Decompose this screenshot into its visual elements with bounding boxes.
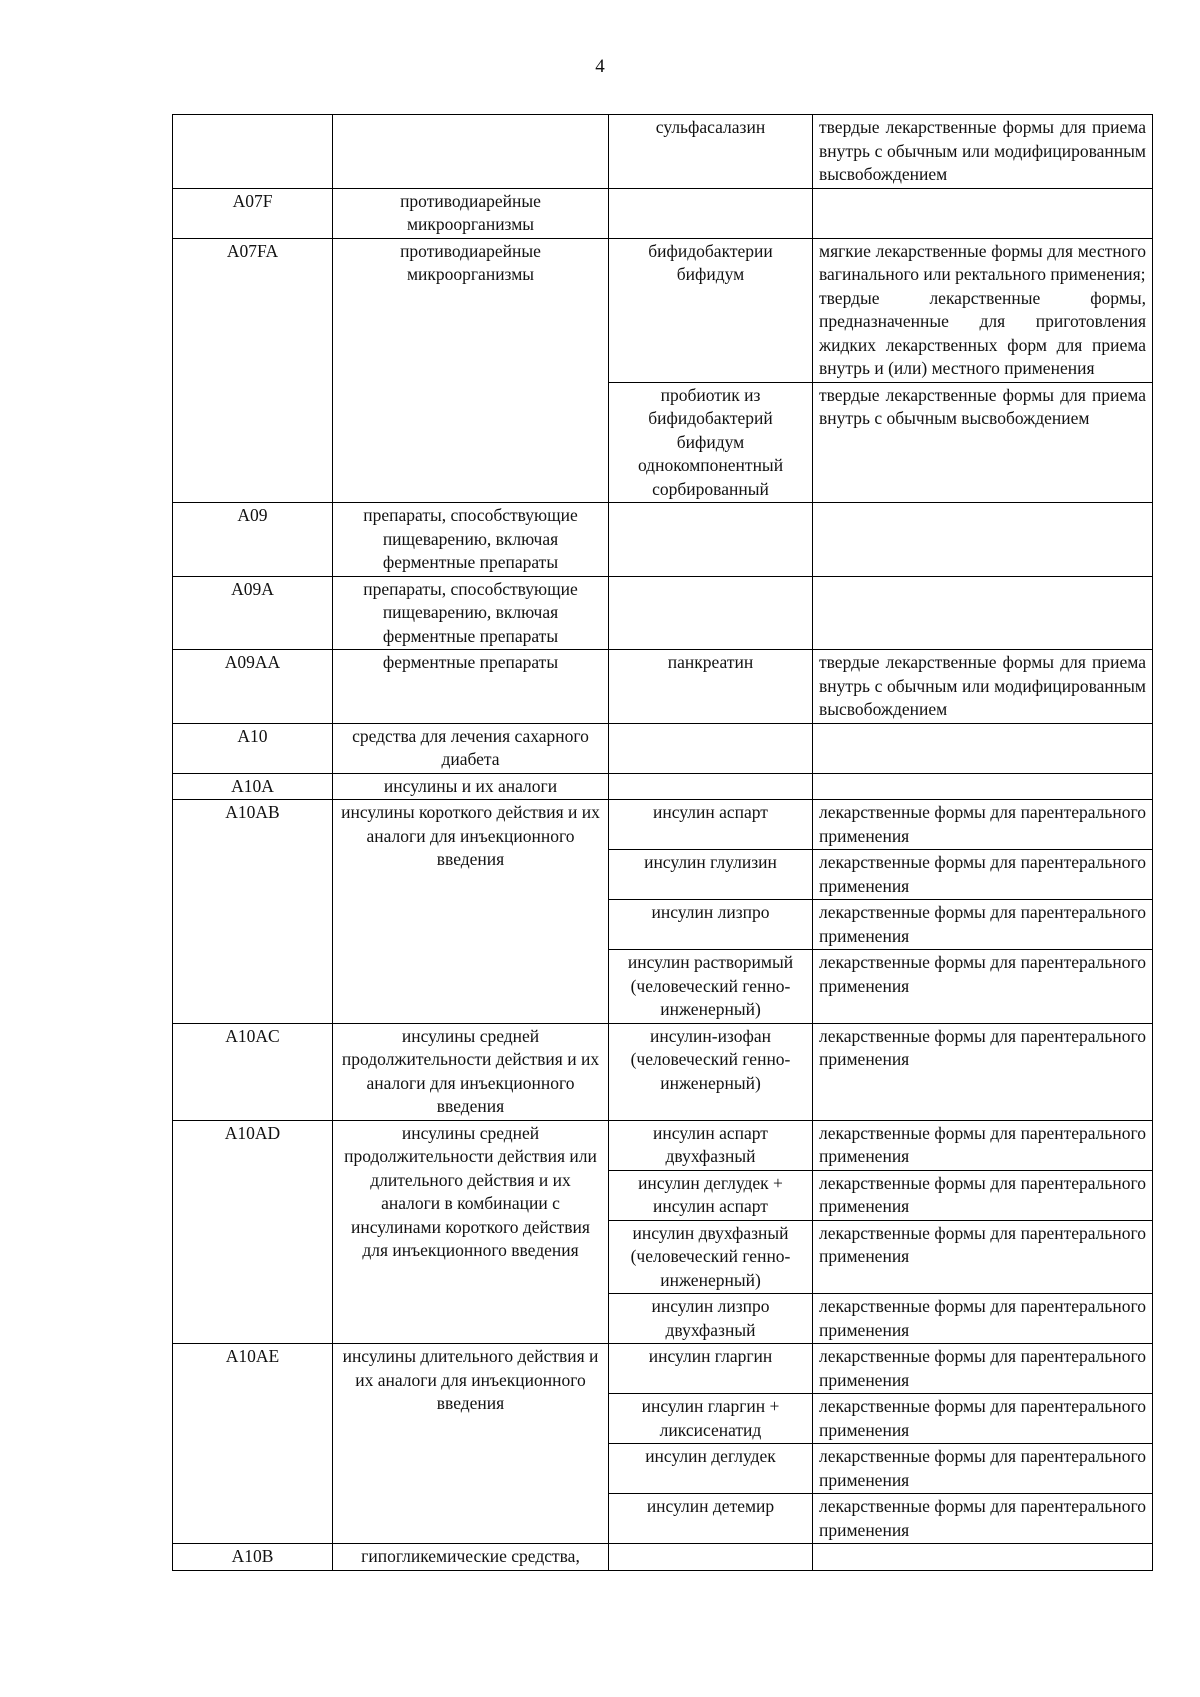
dosage-form-cell: мягкие лекарственные формы для местного вагинального или ректального применения; твердые лекарственные формы, предназначенные для приготовления жидких лекарственных форм для приема внутрь и (или) местного применения	[813, 238, 1153, 382]
dosage-form-cell: лекарственные формы для парентерального применения	[813, 900, 1153, 950]
atc-code-cell: A10AE	[173, 1344, 333, 1544]
drug-name-cell: инсулин деглудек + инсулин аспарт	[609, 1170, 813, 1220]
page-number: 4	[595, 56, 605, 77]
anatomical-therapeutic-group-cell: гипогликемические средства,	[333, 1544, 609, 1571]
anatomical-therapeutic-group-cell: инсулины и их аналоги	[333, 773, 609, 800]
atc-code-cell: A10	[173, 723, 333, 773]
dosage-form-cell: лекарственные формы для парентерального применения	[813, 1294, 1153, 1344]
dosage-form-cell: лекарственные формы для парентерального применения	[813, 1494, 1153, 1544]
atc-code-cell	[173, 115, 333, 189]
atc-code-cell: A10AB	[173, 800, 333, 1024]
table-row	[173, 115, 1153, 189]
atc-code-cell: A10B	[173, 1544, 333, 1571]
dosage-form-cell	[813, 503, 1153, 577]
atc-code-cell: A07FA	[173, 238, 333, 503]
table-row	[173, 773, 1153, 800]
dosage-form-cell	[813, 188, 1153, 238]
dosage-form-cell: лекарственные формы для парентерального применения	[813, 850, 1153, 900]
drug-name-cell: инсулин деглудек	[609, 1444, 813, 1494]
dosage-form-cell: лекарственные формы для парентерального применения	[813, 1170, 1153, 1220]
dosage-form-cell: твердые лекарственные формы для приема внутрь с обычным или модифицированным высвобождением	[813, 650, 1153, 724]
anatomical-therapeutic-group-cell: инсулины короткого действия и их аналоги для инъекционного введения	[333, 800, 609, 1024]
drug-name-cell: инсулин детемир	[609, 1494, 813, 1544]
dosage-form-cell: лекарственные формы для парентерального применения	[813, 1023, 1153, 1120]
drug-name-cell	[609, 1544, 813, 1571]
anatomical-therapeutic-group-cell: инсулины средней продолжительности действия или длительного действия и их аналоги в комбинации с инсулинами короткого действия для инъекционного введения	[333, 1120, 609, 1344]
table-row	[173, 1544, 1153, 1571]
drug-name-cell: инсулин гларгин + ликсисенатид	[609, 1394, 813, 1444]
drug-name-cell: инсулин лизпро	[609, 900, 813, 950]
table-row	[173, 238, 1153, 382]
drug-name-cell: панкреатин	[609, 650, 813, 724]
drug-name-cell: бифидобактерии бифидум	[609, 238, 813, 382]
drug-name-cell: инсулин растворимый (человеческий генно-инженерный)	[609, 950, 813, 1024]
drug-name-cell: инсулин глулизин	[609, 850, 813, 900]
dosage-form-cell: лекарственные формы для парентерального применения	[813, 1444, 1153, 1494]
dosage-form-cell: твердые лекарственные формы для приема внутрь с обычным или модифицированным высвобождением	[813, 115, 1153, 189]
table-row	[173, 650, 1153, 724]
drug-name-cell: пробиотик из бифидобактерий бифидум однокомпонентный сорбированный	[609, 382, 813, 503]
atc-code-cell: A07F	[173, 188, 333, 238]
anatomical-therapeutic-group-cell: ферментные препараты	[333, 650, 609, 724]
drug-table-body	[173, 115, 1153, 1571]
table-row	[173, 503, 1153, 577]
drug-name-cell: инсулин лизпро двухфазный	[609, 1294, 813, 1344]
drug-name-cell	[609, 723, 813, 773]
dosage-form-cell: лекарственные формы для парентерального применения	[813, 1220, 1153, 1294]
anatomical-therapeutic-group-cell: инсулины средней продолжительности действия и их аналоги для инъекционного введения	[333, 1023, 609, 1120]
table-row	[173, 576, 1153, 650]
dosage-form-cell	[813, 773, 1153, 800]
anatomical-therapeutic-group-cell: препараты, способствующие пищеварению, включая ферментные препараты	[333, 576, 609, 650]
dosage-form-cell: лекарственные формы для парентерального применения	[813, 1120, 1153, 1170]
anatomical-therapeutic-group-cell	[333, 115, 609, 189]
table-row	[173, 188, 1153, 238]
dosage-form-cell: лекарственные формы для парентерального применения	[813, 1344, 1153, 1394]
dosage-form-cell: лекарственные формы для парентерального применения	[813, 800, 1153, 850]
dosage-form-cell	[813, 576, 1153, 650]
table-row	[173, 723, 1153, 773]
dosage-form-cell	[813, 723, 1153, 773]
dosage-form-cell	[813, 1544, 1153, 1571]
table-row	[173, 800, 1153, 850]
drug-name-cell	[609, 773, 813, 800]
drug-table	[172, 114, 1153, 1571]
drug-name-cell: инсулин гларгин	[609, 1344, 813, 1394]
atc-code-cell: A09	[173, 503, 333, 577]
drug-name-cell	[609, 188, 813, 238]
drug-name-cell: инсулин-изофан (человеческий генно-инженерный)	[609, 1023, 813, 1120]
drug-name-cell: инсулин двухфазный (человеческий генно-инженерный)	[609, 1220, 813, 1294]
anatomical-therapeutic-group-cell: средства для лечения сахарного диабета	[333, 723, 609, 773]
anatomical-therapeutic-group-cell: инсулины длительного действия и их аналоги для инъекционного введения	[333, 1344, 609, 1544]
anatomical-therapeutic-group-cell: препараты, способствующие пищеварению, включая ферментные препараты	[333, 503, 609, 577]
drug-name-cell: инсулин аспарт двухфазный	[609, 1120, 813, 1170]
atc-code-cell: A09A	[173, 576, 333, 650]
table-row	[173, 1120, 1153, 1170]
atc-code-cell: A10AD	[173, 1120, 333, 1344]
table-row	[173, 1344, 1153, 1394]
atc-code-cell: A10AC	[173, 1023, 333, 1120]
table-row	[173, 1023, 1153, 1120]
atc-code-cell: A09AA	[173, 650, 333, 724]
atc-code-cell: A10A	[173, 773, 333, 800]
dosage-form-cell: лекарственные формы для парентерального применения	[813, 1394, 1153, 1444]
drug-name-cell: сульфасалазин	[609, 115, 813, 189]
dosage-form-cell: твердые лекарственные формы для приема внутрь с обычным высвобождением	[813, 382, 1153, 503]
dosage-form-cell: лекарственные формы для парентерального применения	[813, 950, 1153, 1024]
drug-name-cell	[609, 576, 813, 650]
drug-name-cell	[609, 503, 813, 577]
anatomical-therapeutic-group-cell: противодиарейные микроорганизмы	[333, 238, 609, 503]
drug-name-cell: инсулин аспарт	[609, 800, 813, 850]
anatomical-therapeutic-group-cell: противодиарейные микроорганизмы	[333, 188, 609, 238]
